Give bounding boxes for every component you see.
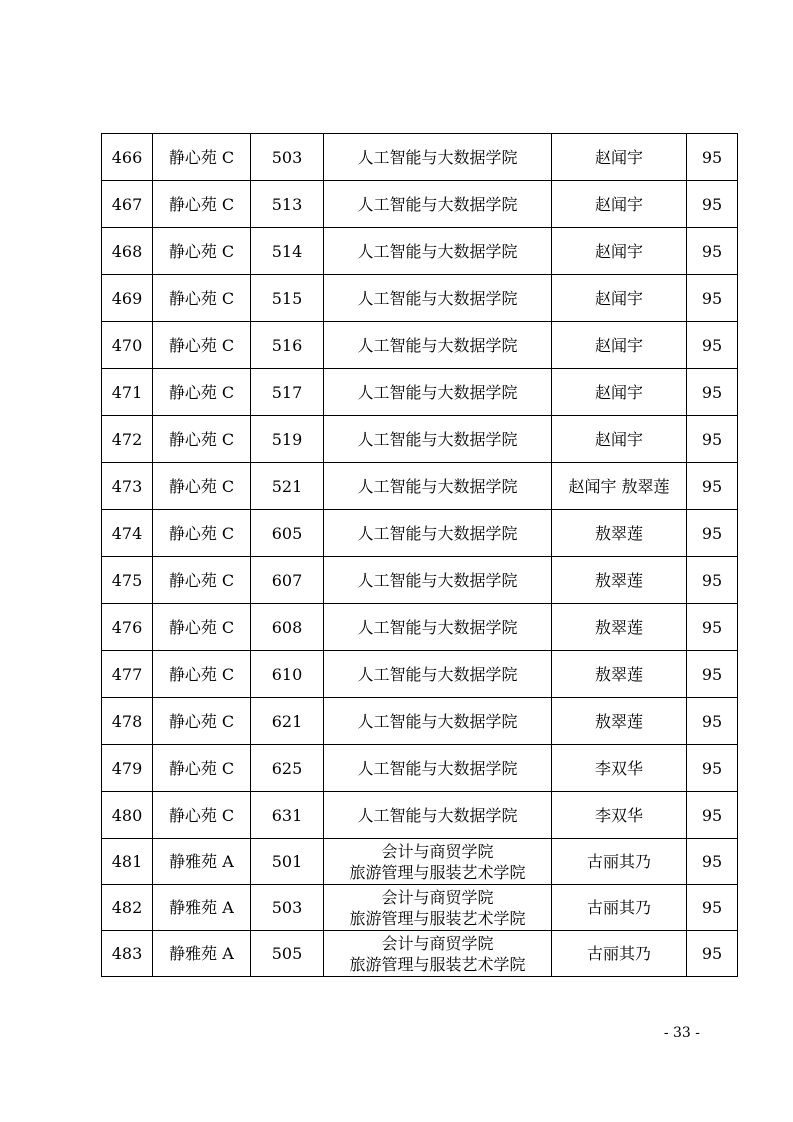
cell-building: 静雅苑 A xyxy=(153,885,251,931)
cell-person: 赵闻宇 xyxy=(552,275,687,322)
cell-college: 人工智能与大数据学院 xyxy=(324,463,552,510)
cell-person: 古丽其乃 xyxy=(552,885,687,931)
cell-score: 95 xyxy=(687,275,738,322)
cell-score: 95 xyxy=(687,510,738,557)
cell-score: 95 xyxy=(687,134,738,181)
table-row xyxy=(102,698,738,745)
cell-room: 608 xyxy=(251,604,324,651)
table-row xyxy=(102,792,738,839)
cell-score: 95 xyxy=(687,369,738,416)
college-line-1: 会计与商贸学院 xyxy=(381,933,494,953)
cell-building: 静心苑 C xyxy=(153,134,251,181)
cell-room: 519 xyxy=(251,416,324,463)
cell-college: 人工智能与大数据学院 xyxy=(324,557,552,604)
cell-score: 95 xyxy=(687,931,738,977)
cell-person: 敖翠莲 xyxy=(552,698,687,745)
cell-person: 李双华 xyxy=(552,792,687,839)
cell-room: 605 xyxy=(251,510,324,557)
cell-person: 赵闻宇 敖翠莲 xyxy=(552,463,687,510)
cell-room: 521 xyxy=(251,463,324,510)
cell-number: 474 xyxy=(102,510,153,557)
table-row xyxy=(102,651,738,698)
cell-number: 476 xyxy=(102,604,153,651)
cell-person: 赵闻宇 xyxy=(552,134,687,181)
cell-score: 95 xyxy=(687,181,738,228)
cell-person: 敖翠莲 xyxy=(552,651,687,698)
cell-number: 483 xyxy=(102,931,153,977)
cell-person: 赵闻宇 xyxy=(552,369,687,416)
cell-score: 95 xyxy=(687,885,738,931)
page-number: - 33 - xyxy=(663,1025,700,1041)
cell-score: 95 xyxy=(687,745,738,792)
cell-college: 人工智能与大数据学院 xyxy=(324,181,552,228)
college-line-2: 旅游管理与服装艺术学院 xyxy=(349,954,526,974)
cell-building: 静心苑 C xyxy=(153,181,251,228)
cell-person: 古丽其乃 xyxy=(552,931,687,977)
cell-building: 静心苑 C xyxy=(153,463,251,510)
cell-score: 95 xyxy=(687,792,738,839)
cell-college xyxy=(324,839,552,885)
cell-college: 人工智能与大数据学院 xyxy=(324,792,552,839)
cell-number: 477 xyxy=(102,651,153,698)
table-row xyxy=(102,604,738,651)
table-row xyxy=(102,134,738,181)
cell-room: 515 xyxy=(251,275,324,322)
cell-person: 敖翠莲 xyxy=(552,604,687,651)
cell-college: 人工智能与大数据学院 xyxy=(324,369,552,416)
cell-room: 517 xyxy=(251,369,324,416)
cell-building: 静心苑 C xyxy=(153,792,251,839)
cell-college: 人工智能与大数据学院 xyxy=(324,322,552,369)
cell-college: 人工智能与大数据学院 xyxy=(324,416,552,463)
cell-college: 人工智能与大数据学院 xyxy=(324,698,552,745)
cell-person: 敖翠莲 xyxy=(552,557,687,604)
cell-person: 李双华 xyxy=(552,745,687,792)
cell-building: 静雅苑 A xyxy=(153,839,251,885)
cell-number: 469 xyxy=(102,275,153,322)
cell-number: 466 xyxy=(102,134,153,181)
cell-person: 敖翠莲 xyxy=(552,510,687,557)
cell-score: 95 xyxy=(687,228,738,275)
cell-number: 480 xyxy=(102,792,153,839)
cell-room: 503 xyxy=(251,134,324,181)
cell-number: 479 xyxy=(102,745,153,792)
cell-room: 503 xyxy=(251,885,324,931)
college-line-1: 会计与商贸学院 xyxy=(381,887,494,907)
cell-room: 514 xyxy=(251,228,324,275)
cell-college: 人工智能与大数据学院 xyxy=(324,228,552,275)
cell-room: 513 xyxy=(251,181,324,228)
cell-number: 475 xyxy=(102,557,153,604)
cell-score: 95 xyxy=(687,604,738,651)
cell-number: 482 xyxy=(102,885,153,931)
cell-building: 静心苑 C xyxy=(153,416,251,463)
table-row xyxy=(102,745,738,792)
cell-person: 赵闻宇 xyxy=(552,181,687,228)
table-body xyxy=(102,134,738,977)
cell-building: 静心苑 C xyxy=(153,228,251,275)
table-row xyxy=(102,228,738,275)
table-row xyxy=(102,275,738,322)
cell-number: 481 xyxy=(102,839,153,885)
cell-room: 621 xyxy=(251,698,324,745)
cell-score: 95 xyxy=(687,322,738,369)
cell-score: 95 xyxy=(687,698,738,745)
cell-college xyxy=(324,885,552,931)
cell-college: 人工智能与大数据学院 xyxy=(324,134,552,181)
cell-person: 赵闻宇 xyxy=(552,322,687,369)
cell-college: 人工智能与大数据学院 xyxy=(324,651,552,698)
cell-room: 625 xyxy=(251,745,324,792)
college-line-2: 旅游管理与服装艺术学院 xyxy=(349,862,526,882)
cell-college: 人工智能与大数据学院 xyxy=(324,745,552,792)
cell-building: 静心苑 C xyxy=(153,322,251,369)
cell-college: 人工智能与大数据学院 xyxy=(324,510,552,557)
cell-score: 95 xyxy=(687,839,738,885)
cell-score: 95 xyxy=(687,463,738,510)
cell-building: 静心苑 C xyxy=(153,510,251,557)
table-row xyxy=(102,931,738,977)
cell-college: 人工智能与大数据学院 xyxy=(324,275,552,322)
cell-score: 95 xyxy=(687,416,738,463)
cell-score: 95 xyxy=(687,557,738,604)
cell-room: 610 xyxy=(251,651,324,698)
college-line-2: 旅游管理与服装艺术学院 xyxy=(349,908,526,928)
table-row xyxy=(102,463,738,510)
cell-number: 478 xyxy=(102,698,153,745)
cell-score: 95 xyxy=(687,651,738,698)
table-row xyxy=(102,885,738,931)
table-row xyxy=(102,839,738,885)
cell-person: 古丽其乃 xyxy=(552,839,687,885)
cell-college: 人工智能与大数据学院 xyxy=(324,604,552,651)
cell-number: 471 xyxy=(102,369,153,416)
table-row xyxy=(102,416,738,463)
cell-number: 470 xyxy=(102,322,153,369)
cell-number: 467 xyxy=(102,181,153,228)
cell-building: 静心苑 C xyxy=(153,604,251,651)
cell-building: 静心苑 C xyxy=(153,557,251,604)
table-row xyxy=(102,510,738,557)
cell-building: 静雅苑 A xyxy=(153,931,251,977)
table-row xyxy=(102,369,738,416)
cell-room: 607 xyxy=(251,557,324,604)
cell-room: 501 xyxy=(251,839,324,885)
cell-number: 473 xyxy=(102,463,153,510)
cell-room: 505 xyxy=(251,931,324,977)
cell-building: 静心苑 C xyxy=(153,745,251,792)
cell-room: 631 xyxy=(251,792,324,839)
records-table xyxy=(101,133,738,977)
cell-person: 赵闻宇 xyxy=(552,416,687,463)
table-row xyxy=(102,557,738,604)
table-row xyxy=(102,322,738,369)
cell-building: 静心苑 C xyxy=(153,369,251,416)
table-row xyxy=(102,181,738,228)
cell-building: 静心苑 C xyxy=(153,651,251,698)
cell-number: 472 xyxy=(102,416,153,463)
cell-room: 516 xyxy=(251,322,324,369)
cell-college xyxy=(324,931,552,977)
college-line-1: 会计与商贸学院 xyxy=(381,841,494,861)
cell-person: 赵闻宇 xyxy=(552,228,687,275)
cell-building: 静心苑 C xyxy=(153,275,251,322)
cell-building: 静心苑 C xyxy=(153,698,251,745)
cell-number: 468 xyxy=(102,228,153,275)
